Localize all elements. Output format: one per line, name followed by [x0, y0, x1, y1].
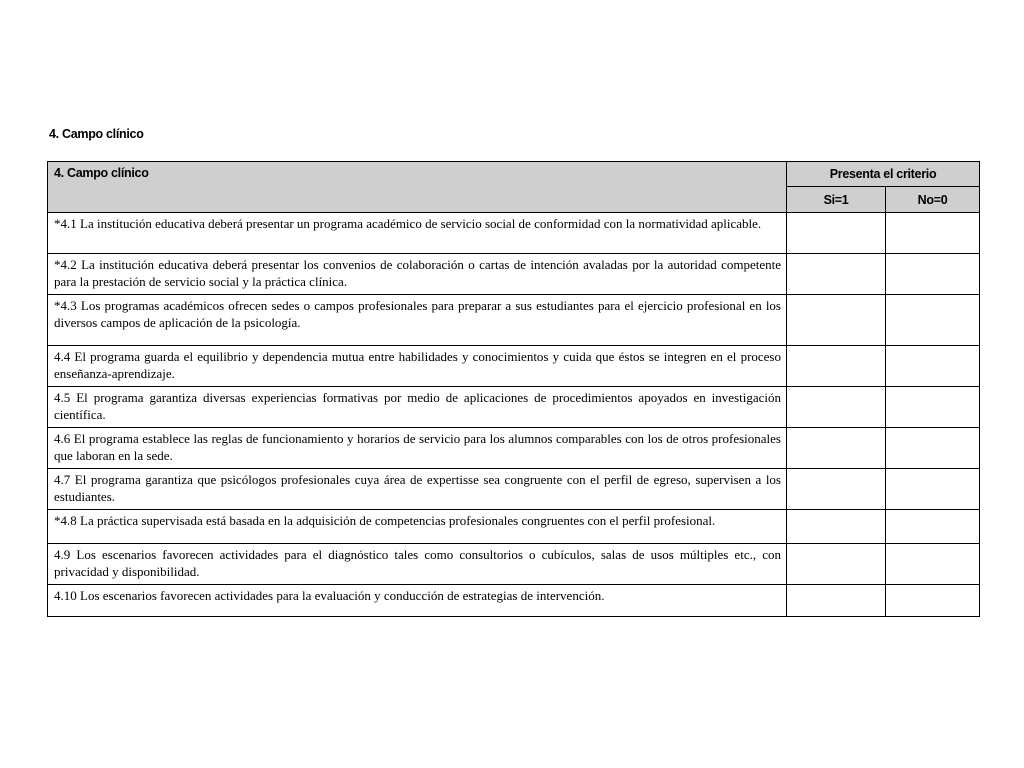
table-row	[48, 346, 980, 387]
si-cell[interactable]	[787, 387, 886, 428]
no-cell[interactable]	[886, 254, 980, 295]
no-cell[interactable]	[886, 295, 980, 346]
section-title: 4. Campo clínico	[49, 127, 144, 141]
criterion-text: 4.4 El programa guarda el equilibrio y dependencia mutua entre habilidades y conocimientos y cuida que éstos se integren en el proceso enseñanza-aprendizaje.	[48, 346, 787, 387]
si-cell[interactable]	[787, 213, 886, 254]
si-cell[interactable]	[787, 585, 886, 617]
si-cell[interactable]	[787, 544, 886, 585]
table-row	[48, 469, 980, 510]
table-row	[48, 387, 980, 428]
criteria-table	[47, 161, 980, 617]
criterion-text: 4.10 Los escenarios favorecen actividades para la evaluación y conducción de estrategias de intervención.	[48, 585, 787, 617]
criterion-text: 4.7 El programa garantiza que psicólogos profesionales cuya área de expertisse sea congruente con el perfil de egreso, supervisen a los estudiantes.	[48, 469, 787, 510]
table-row	[48, 295, 980, 346]
no-cell[interactable]	[886, 469, 980, 510]
si-cell[interactable]	[787, 295, 886, 346]
no-cell[interactable]	[886, 213, 980, 254]
criterion-text: 4.9 Los escenarios favorecen actividades para el diagnóstico tales como consultorios o cubículos, salas de usos múltiples etc., con privacidad y disponibilidad.	[48, 544, 787, 585]
no-cell[interactable]	[886, 387, 980, 428]
table-row	[48, 510, 980, 544]
table-row	[48, 254, 980, 295]
criterion-text: *4.2 La institución educativa deberá presentar los convenios de colaboración o cartas de intención avaladas por la autoridad competente para la prestación de servicio social y la práctica clínica.	[48, 254, 787, 295]
si-cell[interactable]	[787, 428, 886, 469]
table-row	[48, 213, 980, 254]
table-row	[48, 544, 980, 585]
table-row	[48, 428, 980, 469]
criterion-text: 4.5 El programa garantiza diversas experiencias formativas por medio de aplicaciones de procedimientos apoyados en investigación científica.	[48, 387, 787, 428]
table-row	[48, 585, 980, 617]
si-cell[interactable]	[787, 469, 886, 510]
criterion-text: *4.1 La institución educativa deberá presentar un programa académico de servicio social de conformidad con la normatividad aplicable.	[48, 213, 787, 254]
table-header-title: 4. Campo clínico	[48, 162, 787, 213]
no-cell[interactable]	[886, 510, 980, 544]
si-cell[interactable]	[787, 510, 886, 544]
table-header-group: Presenta el criterio	[787, 162, 980, 187]
no-cell[interactable]	[886, 544, 980, 585]
criterion-text: 4.6 El programa establece las reglas de funcionamiento y horarios de servicio para los alumnos comparables con los de otros profesionales que laboran en la sede.	[48, 428, 787, 469]
column-header-no: No=0	[886, 187, 980, 213]
no-cell[interactable]	[886, 428, 980, 469]
si-cell[interactable]	[787, 346, 886, 387]
no-cell[interactable]	[886, 585, 980, 617]
criterion-text: *4.3 Los programas académicos ofrecen sedes o campos profesionales para preparar a sus estudiantes para el ejercicio profesional en los diversos campos de aplicación de la psicología.	[48, 295, 787, 346]
criterion-text: *4.8 La práctica supervisada está basada en la adquisición de competencias profesionales congruentes con el perfil profesional.	[48, 510, 787, 544]
column-header-si: Si=1	[787, 187, 886, 213]
si-cell[interactable]	[787, 254, 886, 295]
no-cell[interactable]	[886, 346, 980, 387]
